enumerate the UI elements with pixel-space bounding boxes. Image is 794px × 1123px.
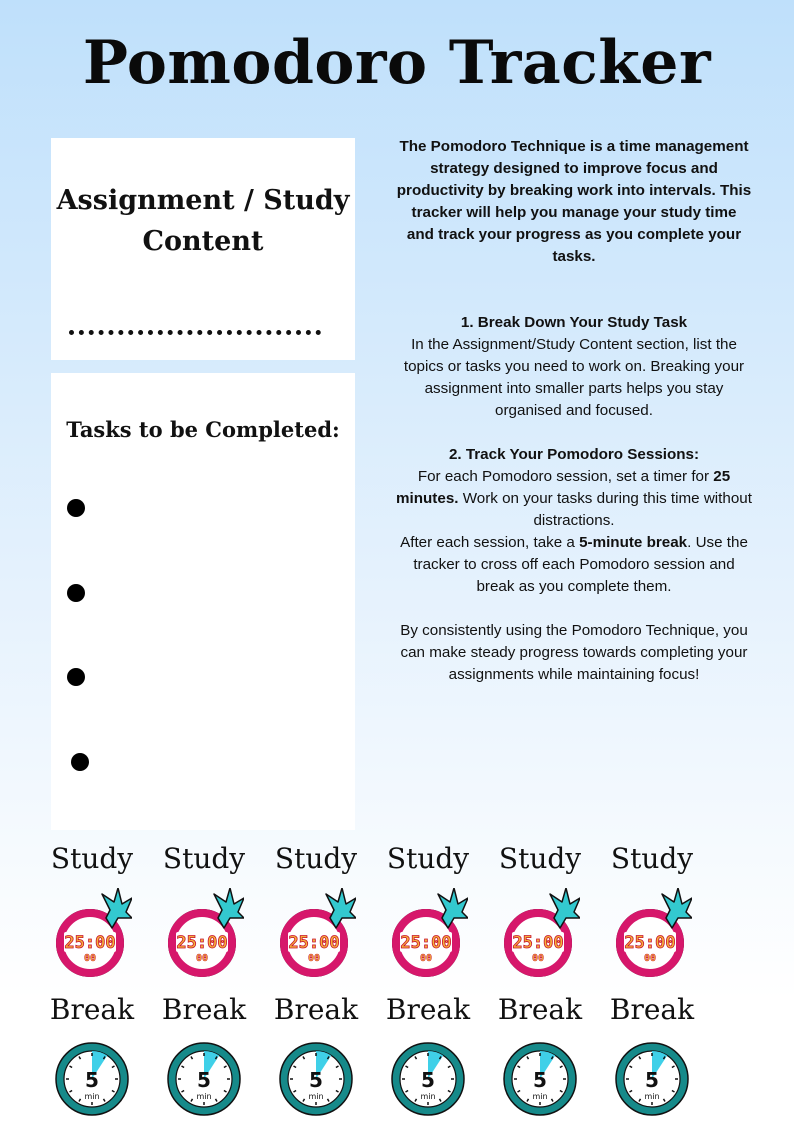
task-bullet <box>67 584 85 602</box>
tomato-timer-icon[interactable] <box>612 888 692 985</box>
task-bullet <box>67 499 85 517</box>
study-label: Study <box>162 842 246 875</box>
study-timer-sub: 00 <box>83 953 97 964</box>
task-bullet <box>71 753 89 771</box>
tomato-timer-icon[interactable] <box>388 888 468 985</box>
step-2-text-4: . Use the tracker to cross off each Pomodoro session and break as you complete them. <box>413 534 748 595</box>
break-timer-value: 5 <box>421 1068 435 1092</box>
study-label: Study <box>386 842 470 875</box>
tasks-heading: Tasks to be Completed: <box>66 417 340 442</box>
study-timer-digits: 25:00 <box>624 933 676 953</box>
break-label: Break <box>497 993 583 1026</box>
step-2 <box>396 444 752 598</box>
step-2-text-1: For each Pomodoro session, set a timer for <box>417 468 714 485</box>
break-label: Break <box>609 993 695 1026</box>
step-2-text-2: Work on your tasks during this time without distractions. <box>458 490 752 529</box>
study-timer-digits: 25:00 <box>512 933 564 953</box>
intro-text: The Pomodoro Technique is a time management strategy designed to improve focus and productivity by breaking work into intervals. This tracker will help you manage your study time and track your progress as you complete your tasks. <box>396 138 752 265</box>
break-timer-value: 5 <box>645 1068 659 1092</box>
page-title: Pomodoro Tracker <box>82 28 712 98</box>
closing-text: By consistently using the Pomodoro Technique, you can make steady progress towards completing your assignments while maintaining focus! <box>400 622 748 683</box>
tomato-timer-icon[interactable] <box>276 888 356 985</box>
assignment-heading: Assignment / Study Content <box>56 185 350 257</box>
study-timer-sub: 00 <box>419 953 433 964</box>
study-timer-sub: 00 <box>643 953 657 964</box>
tasks-box[interactable] <box>51 373 355 830</box>
break-label: Break <box>273 993 359 1026</box>
step-2-heading: 2. Track Your Pomodoro Sessions: <box>448 446 700 463</box>
break-timer-unit: min <box>84 1092 100 1101</box>
break-timer-value: 5 <box>533 1068 547 1092</box>
study-label: Study <box>498 842 582 875</box>
assignment-box[interactable] <box>51 138 355 360</box>
break-label: Break <box>385 993 471 1026</box>
break-timer-icon[interactable] <box>390 1041 466 1122</box>
step-2-bold-2: 5-minute break <box>579 534 688 551</box>
study-label: Study <box>610 842 694 875</box>
break-timer-icon[interactable] <box>614 1041 690 1122</box>
step-1 <box>396 312 752 422</box>
break-timer-value: 5 <box>197 1068 211 1092</box>
step-1-heading: 1. Break Down Your Study Task <box>460 314 688 331</box>
break-timer-unit: min <box>420 1092 436 1101</box>
study-timer-sub: 00 <box>307 953 321 964</box>
break-timer-icon[interactable] <box>502 1041 578 1122</box>
study-timer-digits: 25:00 <box>64 933 116 953</box>
instructions <box>396 312 752 708</box>
break-timer-icon[interactable] <box>278 1041 354 1122</box>
break-timer-value: 5 <box>309 1068 323 1092</box>
step-1-body: In the Assignment/Study Content section, list the topics or tasks you need to work on. Breaking your assignment into smaller parts helps you stay organised and focused. <box>403 336 745 419</box>
study-timer-sub: 00 <box>195 953 209 964</box>
break-label: Break <box>49 993 135 1026</box>
break-timer-unit: min <box>644 1092 660 1101</box>
study-timer-sub: 00 <box>531 953 545 964</box>
break-timer-icon[interactable] <box>54 1041 130 1122</box>
study-label: Study <box>50 842 134 875</box>
study-label: Study <box>274 842 358 875</box>
study-timer-digits: 25:00 <box>400 933 452 953</box>
step-2-text-3: After each session, take a <box>400 534 580 551</box>
break-timer-icon[interactable] <box>166 1041 242 1122</box>
tomato-timer-icon[interactable] <box>500 888 580 985</box>
task-bullet <box>67 668 85 686</box>
break-timer-unit: min <box>308 1092 324 1101</box>
tomato-timer-icon[interactable] <box>164 888 244 985</box>
step-2-bold-1: 25 minutes. <box>396 468 731 507</box>
break-timer-unit: min <box>532 1092 548 1101</box>
tomato-timer-icon[interactable] <box>52 888 132 985</box>
study-timer-digits: 25:00 <box>288 933 340 953</box>
study-timer-digits: 25:00 <box>176 933 228 953</box>
assignment-dotted-line <box>69 324 321 335</box>
break-timer-unit: min <box>196 1092 212 1101</box>
break-label: Break <box>161 993 247 1026</box>
break-timer-value: 5 <box>85 1068 99 1092</box>
